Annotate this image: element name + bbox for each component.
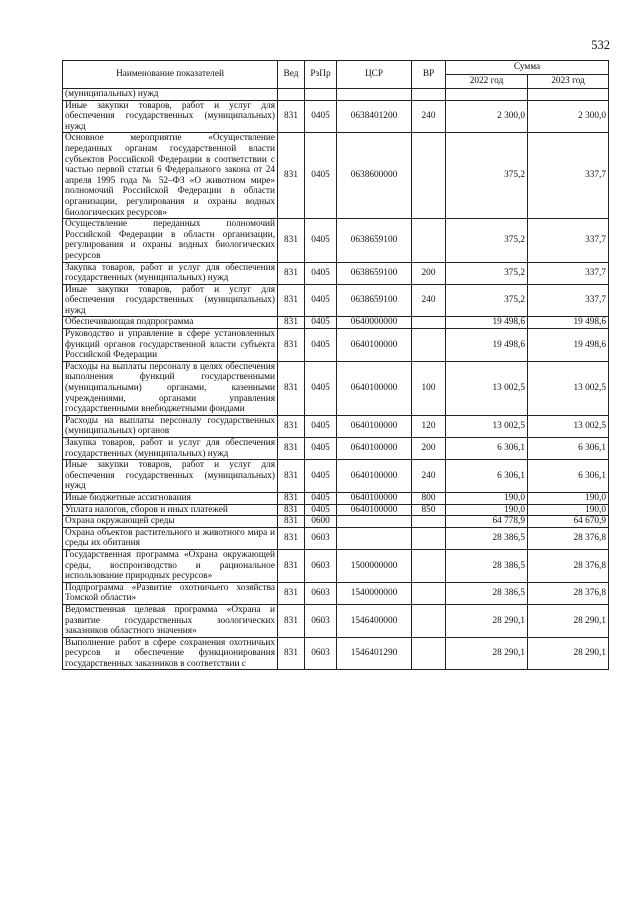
cell-sum-2023: 13 002,5: [528, 361, 609, 415]
cell-rzpr: 0405: [305, 504, 337, 516]
cell-rzpr: 0405: [305, 317, 337, 329]
cell-sum-2022: [446, 89, 528, 101]
cell-csr: 0640100000: [337, 504, 412, 516]
cell-sum-2023: [528, 89, 609, 101]
table-row: [63, 415, 609, 437]
cell-rzpr: 0603: [305, 549, 337, 582]
cell-ved: 831: [278, 460, 305, 493]
cell-name: Руководство и управление в сфере установленных функций органов государственной власти субъекта Российской Федерации: [63, 329, 278, 362]
cell-vr: [412, 219, 446, 262]
cell-name: Иные закупки товаров, работ и услуг для обеспечения государственных (муниципальных) нужд: [63, 100, 278, 133]
cell-csr: 0640100000: [337, 329, 412, 362]
table-row: [63, 100, 609, 133]
table-header: [63, 61, 609, 89]
page-number: 532: [591, 38, 610, 52]
cell-name: Закупка товаров, работ и услуг для обеспечения государственных (муниципальных) нужд: [63, 262, 278, 284]
cell-sum-2023: 337,7: [528, 133, 609, 219]
table-row: [63, 460, 609, 493]
cell-ved: 831: [278, 527, 305, 549]
cell-sum-2022: 13 002,5: [446, 361, 528, 415]
cell-csr: 0640100000: [337, 438, 412, 460]
cell-rzpr: 0405: [305, 329, 337, 362]
cell-vr: 200: [412, 438, 446, 460]
cell-name: Охрана окружающей среды: [63, 516, 278, 528]
cell-rzpr: 0405: [305, 133, 337, 219]
cell-ved: 831: [278, 637, 305, 670]
cell-name: Иные закупки товаров, работ и услуг для обеспечения государственных (муниципальных) нужд: [63, 284, 278, 317]
cell-sum-2023: 337,7: [528, 284, 609, 317]
cell-sum-2022: 375,2: [446, 262, 528, 284]
cell-csr: 0638659100: [337, 219, 412, 262]
table-row: [63, 317, 609, 329]
cell-csr: 0640100000: [337, 460, 412, 493]
cell-name: Государственная программа «Охрана окружающей среды, воспроизводство и рациональное использование природных ресурсов»: [63, 549, 278, 582]
cell-ved: 831: [278, 361, 305, 415]
cell-name: Основное мероприятие «Осуществление переданных органам государственной власти субъектов Российской Федерации в соответствии с частью первой статьи 6 Федерального закона от 24 апреля 1995 года № 52–ФЗ «О животном мире» полномочий Российской Федерации в области организации, регулирования и охраны водных биологических ресурсов»: [63, 133, 278, 219]
cell-vr: 850: [412, 504, 446, 516]
cell-rzpr: 0405: [305, 100, 337, 133]
table-row: [63, 361, 609, 415]
cell-name: Обеспечивающая подпрограмма: [63, 317, 278, 329]
cell-sum-2023: 28 290,1: [528, 637, 609, 670]
cell-sum-2023: 337,7: [528, 262, 609, 284]
cell-sum-2022: 13 002,5: [446, 415, 528, 437]
cell-csr: 0640100000: [337, 415, 412, 437]
header-year-2022: 2022 год: [446, 75, 528, 89]
cell-sum-2023: 190,0: [528, 492, 609, 504]
table-row: [63, 89, 609, 101]
cell-csr: 0640100000: [337, 361, 412, 415]
cell-vr: [412, 549, 446, 582]
cell-ved: 831: [278, 438, 305, 460]
cell-csr: 1546400000: [337, 604, 412, 637]
cell-rzpr: 0405: [305, 415, 337, 437]
cell-vr: [412, 637, 446, 670]
cell-csr: 0640000000: [337, 317, 412, 329]
cell-csr: [337, 89, 412, 101]
cell-name: Охрана объектов растительного и животного мира и среды их обитания: [63, 527, 278, 549]
cell-rzpr: 0405: [305, 492, 337, 504]
cell-ved: [278, 89, 305, 101]
cell-sum-2023: 64 670,9: [528, 516, 609, 528]
cell-sum-2023: 19 498,6: [528, 317, 609, 329]
cell-vr: [412, 604, 446, 637]
cell-rzpr: 0405: [305, 262, 337, 284]
cell-ved: 831: [278, 284, 305, 317]
table-row: [63, 219, 609, 262]
cell-sum-2023: 28 376,8: [528, 549, 609, 582]
cell-rzpr: 0405: [305, 460, 337, 493]
table-row: [63, 527, 609, 549]
cell-name: Подпрограмма «Развитие охотничьего хозяйства Томской области»: [63, 582, 278, 604]
table-row: [63, 438, 609, 460]
cell-rzpr: 0405: [305, 438, 337, 460]
cell-sum-2023: 2 300,0: [528, 100, 609, 133]
cell-csr: 1546401290: [337, 637, 412, 670]
cell-name: Иные бюджетные ассигнования: [63, 492, 278, 504]
cell-ved: 831: [278, 516, 305, 528]
table-row: [63, 133, 609, 219]
header-vr: ВР: [412, 61, 446, 89]
table-row: [63, 492, 609, 504]
cell-ved: 831: [278, 219, 305, 262]
cell-rzpr: [305, 89, 337, 101]
table-row: [63, 582, 609, 604]
table-row: [63, 504, 609, 516]
cell-sum-2022: 2 300,0: [446, 100, 528, 133]
cell-csr: 0638659100: [337, 262, 412, 284]
cell-csr: 0638600000: [337, 133, 412, 219]
cell-rzpr: 0600: [305, 516, 337, 528]
cell-sum-2022: 375,2: [446, 284, 528, 317]
cell-ved: 831: [278, 329, 305, 362]
cell-vr: 240: [412, 460, 446, 493]
cell-vr: [412, 516, 446, 528]
cell-ved: 831: [278, 100, 305, 133]
cell-sum-2022: 19 498,6: [446, 317, 528, 329]
cell-sum-2022: 190,0: [446, 504, 528, 516]
table-row: [63, 549, 609, 582]
cell-ved: 831: [278, 504, 305, 516]
cell-name: Расходы на выплаты персоналу в целях обеспечения выполнения функций государственными (муниципальными) органами, казенными учреждениями, органами управления государственными внебюджетными фондами: [63, 361, 278, 415]
cell-vr: 240: [412, 284, 446, 317]
cell-ved: 831: [278, 549, 305, 582]
cell-vr: 100: [412, 361, 446, 415]
cell-sum-2023: 337,7: [528, 219, 609, 262]
cell-sum-2022: 6 306,1: [446, 460, 528, 493]
cell-ved: 831: [278, 604, 305, 637]
cell-sum-2023: 28 376,8: [528, 582, 609, 604]
cell-csr: [337, 516, 412, 528]
cell-ved: 831: [278, 262, 305, 284]
cell-sum-2022: 28 386,5: [446, 527, 528, 549]
cell-sum-2023: 28 290,1: [528, 604, 609, 637]
cell-csr: 1500000000: [337, 549, 412, 582]
cell-csr: 0638659100: [337, 284, 412, 317]
cell-sum-2022: 6 306,1: [446, 438, 528, 460]
table-row: [63, 262, 609, 284]
cell-name: Уплата налогов, сборов и иных платежей: [63, 504, 278, 516]
cell-vr: [412, 317, 446, 329]
cell-name: Иные закупки товаров, работ и услуг для обеспечения государственных (муниципальных) нужд: [63, 460, 278, 493]
cell-rzpr: 0603: [305, 637, 337, 670]
cell-name: Осуществление переданных полномочий Российской Федерации в области организации, регулирования и охраны водных биологических ресурсов: [63, 219, 278, 262]
cell-sum-2022: 28 290,1: [446, 637, 528, 670]
table-row: [63, 516, 609, 528]
cell-sum-2022: 375,2: [446, 219, 528, 262]
cell-sum-2022: 190,0: [446, 492, 528, 504]
cell-rzpr: 0405: [305, 219, 337, 262]
cell-rzpr: 0405: [305, 361, 337, 415]
header-rzpr: РзПр: [305, 61, 337, 89]
cell-sum-2022: 28 386,5: [446, 582, 528, 604]
cell-sum-2022: 19 498,6: [446, 329, 528, 362]
header-name: Наименование показателей: [63, 61, 278, 89]
cell-vr: [412, 329, 446, 362]
cell-csr: 0638401200: [337, 100, 412, 133]
table-body: [63, 89, 609, 670]
cell-ved: 831: [278, 492, 305, 504]
cell-ved: 831: [278, 133, 305, 219]
header-csr: ЦСР: [337, 61, 412, 89]
table-row: [63, 284, 609, 317]
cell-vr: 120: [412, 415, 446, 437]
cell-csr: [337, 527, 412, 549]
budget-table: [62, 60, 609, 670]
cell-rzpr: 0603: [305, 604, 337, 637]
table-row: [63, 329, 609, 362]
cell-sum-2022: 28 386,5: [446, 549, 528, 582]
cell-ved: 831: [278, 582, 305, 604]
cell-vr: 800: [412, 492, 446, 504]
cell-vr: [412, 133, 446, 219]
cell-name: Выполнение работ в сфере сохранения охотничьих ресурсов и обеспечение функционирования государственных заказников в соответствии с: [63, 637, 278, 670]
cell-vr: [412, 527, 446, 549]
table-row: [63, 604, 609, 637]
header-year-2023: 2023 год: [528, 75, 609, 89]
cell-name: Расходы на выплаты персоналу государственных (муниципальных) органов: [63, 415, 278, 437]
cell-sum-2022: 28 290,1: [446, 604, 528, 637]
cell-ved: 831: [278, 317, 305, 329]
cell-name: Ведомственная целевая программа «Охрана и развитие государственных зоологических заказников областного значения»: [63, 604, 278, 637]
cell-rzpr: 0405: [305, 284, 337, 317]
table-row: [63, 637, 609, 670]
cell-sum-2022: 375,2: [446, 133, 528, 219]
cell-sum-2023: 6 306,1: [528, 438, 609, 460]
header-ved: Вед: [278, 61, 305, 89]
cell-rzpr: 0603: [305, 582, 337, 604]
cell-sum-2023: 6 306,1: [528, 460, 609, 493]
header-summa: Сумма: [446, 61, 609, 75]
cell-csr: 0640100000: [337, 492, 412, 504]
cell-sum-2023: 19 498,6: [528, 329, 609, 362]
cell-vr: 240: [412, 100, 446, 133]
cell-sum-2023: 190,0: [528, 504, 609, 516]
cell-csr: 1540000000: [337, 582, 412, 604]
cell-vr: [412, 89, 446, 101]
cell-name: (муниципальных) нужд: [63, 89, 278, 101]
cell-sum-2023: 28 376,8: [528, 527, 609, 549]
cell-name: Закупка товаров, работ и услуг для обеспечения государственных (муниципальных) нужд: [63, 438, 278, 460]
cell-vr: [412, 582, 446, 604]
cell-sum-2022: 64 778,9: [446, 516, 528, 528]
cell-vr: 200: [412, 262, 446, 284]
cell-ved: 831: [278, 415, 305, 437]
cell-sum-2023: 13 002,5: [528, 415, 609, 437]
cell-rzpr: 0603: [305, 527, 337, 549]
